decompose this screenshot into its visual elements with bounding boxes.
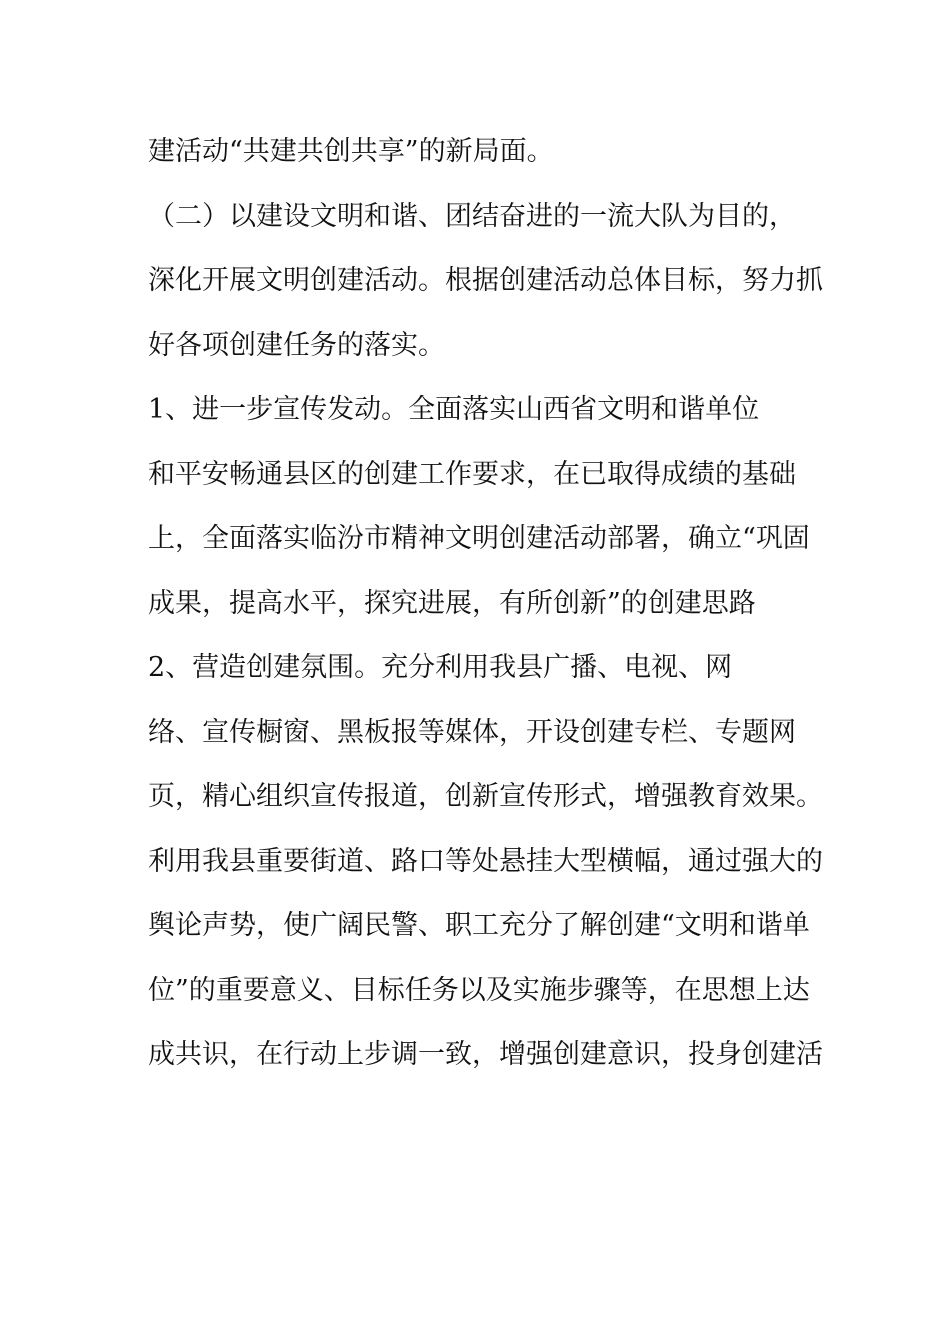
text-line: 成共识，在行动上步调一致，增强创建意识，投身创建活 — [148, 1039, 823, 1070]
text-line: 位”的重要意义、目标任务以及实施步骤等，在思想上达 — [148, 974, 810, 1006]
text-line: 和平安畅通县区的创建工作要求，在已取得成绩的基础 — [148, 458, 796, 490]
text-line: 建活动“共建共创共享”的新局面。 — [148, 136, 554, 167]
text-line: 2、营造创建氛围。充分利用我县广播、电视、网 — [148, 652, 733, 683]
text-line: 页，精心组织宣传报道，创新宣传形式，增强教育效果。 — [148, 781, 823, 812]
text-line: 1、进一步宣传发动。全面落实山西省文明和谐单位 — [148, 394, 760, 425]
text-line: 深化开展文明创建活动。根据创建活动总体目标，努力抓 — [148, 265, 823, 296]
text-line: 成果，提高水平，探究进展，有所创新”的创建思路 — [148, 587, 756, 619]
text-line: 利用我县重要街道、路口等处悬挂大型横幅，通过强大的 — [148, 845, 823, 877]
text-line: 上，全面落实临汾市精神文明创建活动部署，确立“巩固 — [148, 523, 810, 554]
text-line: 络、宣传橱窗、黑板报等媒体，开设创建专栏、专题网 — [148, 716, 796, 748]
text-line: （二）以建设文明和谐、团结奋进的一流大队为目的， — [148, 200, 796, 232]
text-line: 舆论声势，使广阔民警、职工充分了解创建“文明和谐单 — [148, 910, 810, 941]
document-body — [148, 125, 823, 1093]
text-line: 好各项创建任务的落实。 — [148, 329, 445, 361]
